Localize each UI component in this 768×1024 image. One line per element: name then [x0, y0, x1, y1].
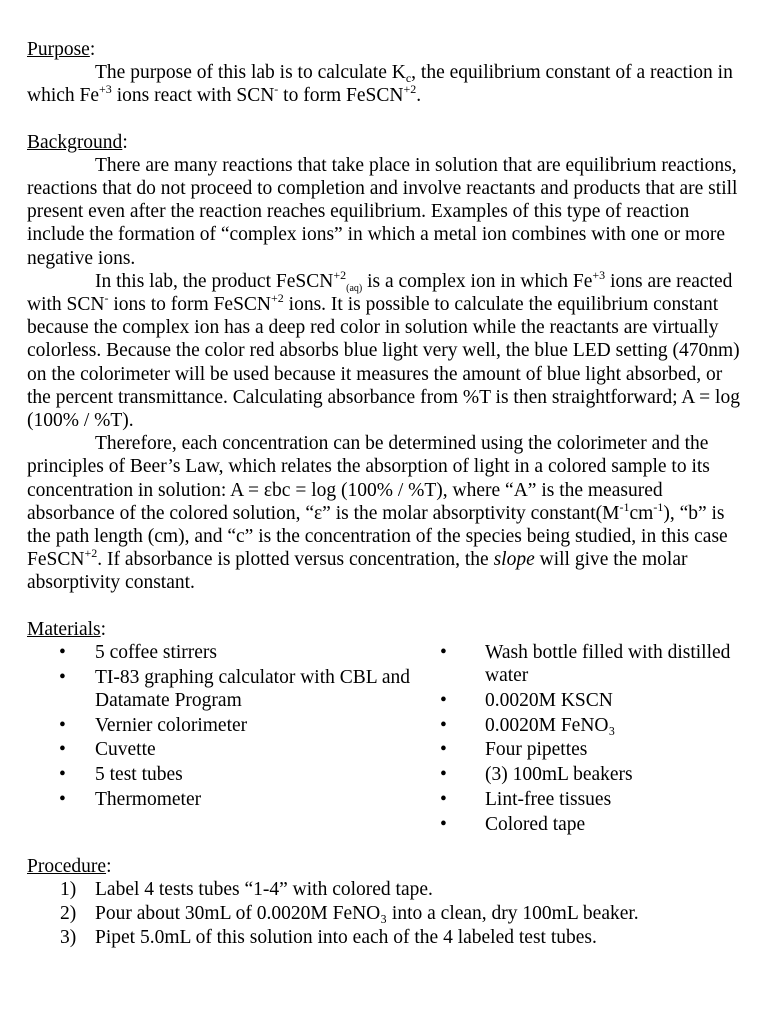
step-number: 3): [60, 927, 77, 949]
material-item: (3) 100mL beakers: [485, 764, 633, 786]
purpose-text-2: , the equilibrium constant of a reaction in which Fe: [27, 62, 733, 107]
bg2-text-c: ions are reacted with SCN: [27, 270, 733, 316]
material-item: 0.0020M FeNO₃: [485, 714, 616, 736]
procedure-steps: [27, 878, 749, 950]
purpose-colon: :: [89, 39, 96, 60]
material-item: 5 test tubes: [95, 764, 183, 786]
list-item: [418, 763, 749, 786]
bullet-icon: •: [440, 739, 447, 761]
bg3-text-c: ), “b” is the path length (cm), and “c” is the concentration of the species being studied, in this case FeSCN: [27, 502, 728, 571]
bg2-sup-a: +2: [333, 267, 347, 282]
step-text: Pour about 30mL of 0.0020M FeNO₃ into a clean, dry 100mL beaker.: [95, 903, 639, 925]
bg3-text-a: Therefore, each concentration can be determined using the colorimeter and the principles of Beer’s Law, which relates the absorption of light in a colored sample to its concentration in solution: A = εbc = log (100% / %T), where “A” is the measured absorbance of the colored solution, “ε” is the molar absorptivity constant(M: [27, 433, 710, 524]
bg3-text-d: . If absorbance is plotted versus concentration, the: [97, 549, 494, 571]
materials-left-column: [27, 641, 418, 838]
bg3-text-b: cm: [629, 502, 654, 524]
material-item: 0.0020M KSCN: [485, 689, 613, 711]
materials-right-column: [418, 641, 749, 838]
bg3-text-e: will give the molar absorptivity constant.: [27, 549, 688, 594]
background-heading: [27, 131, 749, 154]
bg2-text-e: ions. It is possible to calculate the equilibrium constant because the complex ion has a deep red color in solution while the reactants are virtually colorless. Because the color red absorbs blue light very well, the blue LED setting (470nm) on the colorimeter will be used because it measures the amount of blue light absorbed, or the percent transmittance. Calculating absorbance from %T is then straightforward; A = log (100% / %T).: [27, 294, 740, 432]
materials-list: [27, 641, 749, 838]
purpose-heading-text: Purpose: [27, 39, 90, 60]
materials-colon: :: [100, 618, 107, 640]
materials-heading-text: Materials: [27, 618, 101, 640]
purpose-sup-fe: +3: [99, 82, 112, 97]
purpose-text-3: ions react with SCN: [111, 85, 275, 107]
bg2-sup-c: -: [104, 291, 109, 306]
procedure-colon: :: [106, 855, 112, 877]
bg2-sub-aq: (aq): [346, 282, 363, 294]
list-item: [27, 738, 418, 761]
purpose-sup-fescn: +2: [403, 82, 417, 97]
material-item: Vernier colorimeter: [95, 714, 248, 736]
material-item: Wash bottle filled with distilled water: [485, 641, 731, 687]
procedure-step: [27, 902, 749, 925]
bullet-icon: •: [440, 689, 447, 711]
purpose-sub-c: c: [405, 71, 412, 86]
background-paragraph-1: There are many reactions that take place in solution that are equilibrium reactions, reactions that do not proceed to completion and involve reactants and products that are still present even after the reaction reaches equilibrium. Examples of this type of reaction include the formation of “complex ions” in which a metal ion combines with one or more negative ions.: [27, 154, 738, 269]
purpose-heading: [27, 38, 749, 61]
procedure-step: [27, 926, 749, 949]
bullet-icon: •: [59, 789, 66, 811]
procedure-heading-text: Procedure: [27, 855, 107, 877]
bg2-sup-d: +2: [271, 291, 284, 306]
list-item: [418, 813, 749, 836]
procedure-step: [27, 878, 749, 901]
purpose-text-1: The purpose of this lab is to calculate K: [95, 62, 406, 84]
bullet-icon: •: [440, 764, 447, 786]
bg2-text-a: In this lab, the product FeSCN: [95, 270, 334, 292]
bg2-sup-b: +3: [592, 267, 606, 282]
bullet-icon: •: [440, 641, 447, 663]
list-item: [418, 738, 749, 761]
bullet-icon: •: [59, 666, 66, 688]
material-item: Cuvette: [95, 739, 156, 761]
material-item: 5 coffee stirrers: [95, 641, 217, 663]
material-item: Lint-free tissues: [485, 789, 612, 811]
step-number: 2): [60, 903, 77, 925]
step-number: 1): [60, 878, 77, 900]
list-item: [27, 788, 418, 811]
background-paragraph-3: [27, 432, 749, 594]
procedure-heading: [27, 855, 749, 878]
bg3-sup-b: -1: [653, 499, 664, 514]
bullet-icon: •: [59, 764, 66, 786]
bullet-icon: •: [59, 739, 66, 761]
list-item: [27, 714, 418, 737]
bullet-icon: •: [440, 813, 447, 835]
background-colon: :: [122, 131, 128, 153]
purpose-sup-scn: -: [274, 82, 279, 97]
lab-document: [27, 38, 749, 950]
bg2-text-d: ions to form FeSCN: [108, 294, 271, 316]
purpose-paragraph: [27, 61, 749, 107]
list-item: [418, 788, 749, 811]
bg2-text-b: is a complex ion in which Fe: [362, 270, 593, 292]
bullet-icon: •: [440, 789, 447, 811]
bg3-slope-emphasis: slope: [493, 549, 535, 571]
material-item: TI-83 graphing calculator with CBL and Datamate Program: [95, 666, 410, 711]
list-item: [27, 666, 418, 712]
step-text: Pipet 5.0mL of this solution into each of the 4 labeled test tubes.: [95, 927, 597, 949]
background-heading-text: Background: [27, 131, 123, 153]
material-item: Colored tape: [485, 813, 586, 835]
bullet-icon: •: [59, 641, 66, 663]
bg3-sup-a: -1: [619, 499, 630, 514]
step-text: Label 4 tests tubes “1-4” with colored tape.: [95, 878, 433, 900]
spacer: [27, 838, 749, 855]
list-item: [418, 714, 749, 737]
material-item: Thermometer: [95, 789, 202, 811]
list-item: [27, 641, 418, 664]
spacer: [27, 595, 749, 618]
list-item: [418, 689, 749, 712]
materials-heading: [27, 618, 749, 641]
spacer: [27, 108, 749, 131]
bullet-icon: •: [440, 714, 447, 736]
list-item: [27, 763, 418, 786]
bullet-icon: •: [59, 714, 66, 736]
list-item: [418, 641, 749, 687]
material-item: Four pipettes: [485, 739, 588, 761]
background-paragraph-2: [27, 267, 749, 432]
purpose-text-4: to form FeSCN: [278, 85, 404, 107]
bg3-sup-c: +2: [84, 546, 98, 561]
purpose-text-5: .: [416, 85, 422, 107]
